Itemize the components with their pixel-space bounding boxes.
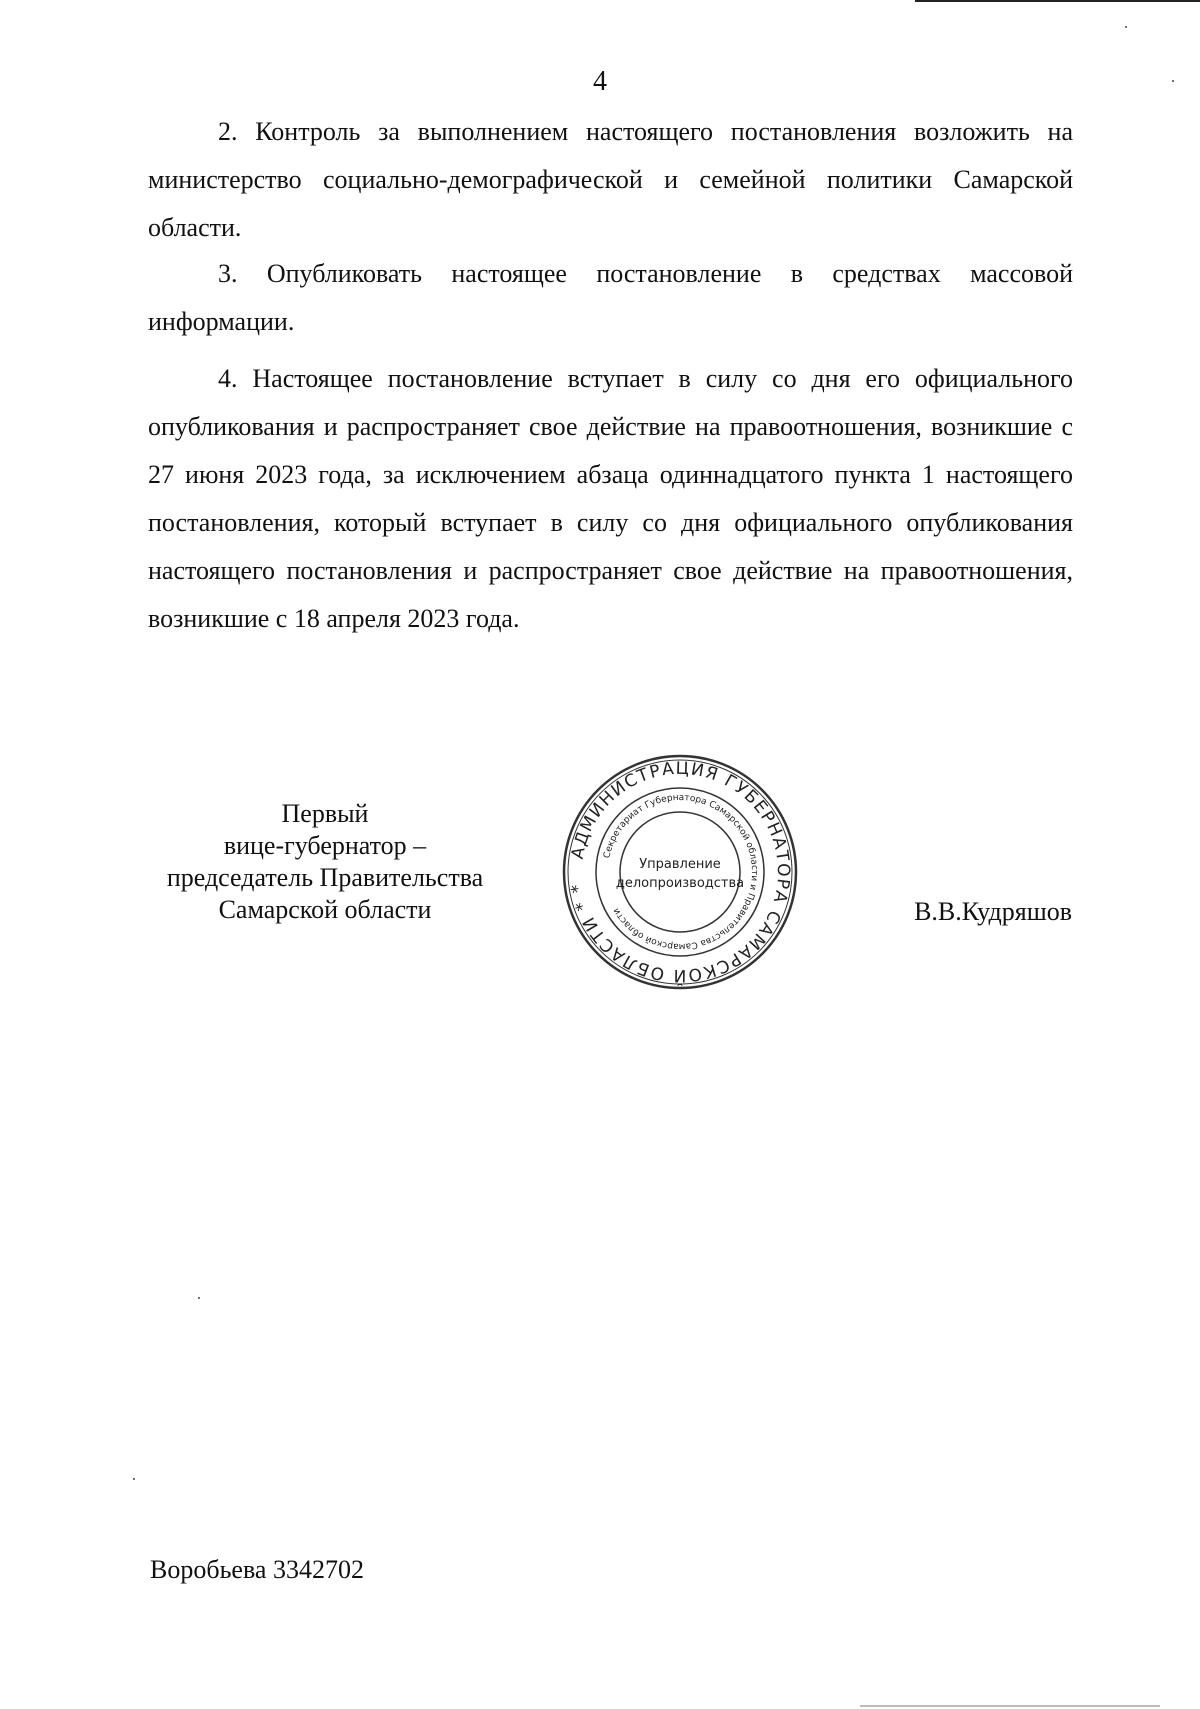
bottom-edge-line	[860, 1705, 1160, 1707]
signer-name: В.В.Кудряшов	[914, 897, 1072, 926]
top-edge-line	[915, 0, 1200, 2]
page-number: 4	[593, 66, 607, 97]
signatory-position-line: председатель Правительства	[166, 863, 484, 892]
signatory-position	[130, 798, 520, 926]
paragraph-3: 3. Опубликовать настоящее постановление в средствах массовой информации.	[148, 259, 1073, 336]
paragraph-2: 2. Контроль за выполнением настоящего постановления возложить на министерство социально-демографической и семейной политики Самарской области.	[148, 117, 1073, 242]
stamp-center-line: делопроизводства	[615, 876, 745, 891]
stamp-inner-text: Секретариат Губернатора Самарской области и Правительства Самарской области	[602, 792, 760, 952]
signatory-position-line: вице-губернатор –	[223, 831, 427, 860]
signatory-position-line: Самарской области	[218, 895, 432, 924]
stamp-center-line: Управление	[639, 857, 721, 872]
official-stamp	[560, 752, 800, 992]
executor-contact: Воробьева 3342702	[150, 1555, 364, 1584]
scan-speck	[1125, 26, 1127, 28]
paragraph-4: 4. Настоящее постановление вступает в силу со дня его официального опубликования и распространяет свое действие на правоотношения, возникшие с 27 июня 2023 года, за исключением абзаца одиннадцатого пункта 1 настоящего постановления, который вступает в силу со дня официального опубликования настоящего постановления и распространяет свое действие на правоотношения, возникшие с 18 апреля 2023 года.	[148, 364, 1073, 633]
svg-text:Секретариат Губернатора Самарс	[602, 793, 759, 951]
scan-speck	[133, 1478, 135, 1480]
signatory-position-line: Первый	[281, 799, 369, 828]
stamp-outer-text: АДМИНИСТРАЦИЯ ГУБЕРНАТОРА САМАРСКОЙ ОБЛАСТИ * *	[567, 758, 794, 986]
scan-speck	[198, 1297, 200, 1299]
scan-speck	[1172, 80, 1174, 82]
